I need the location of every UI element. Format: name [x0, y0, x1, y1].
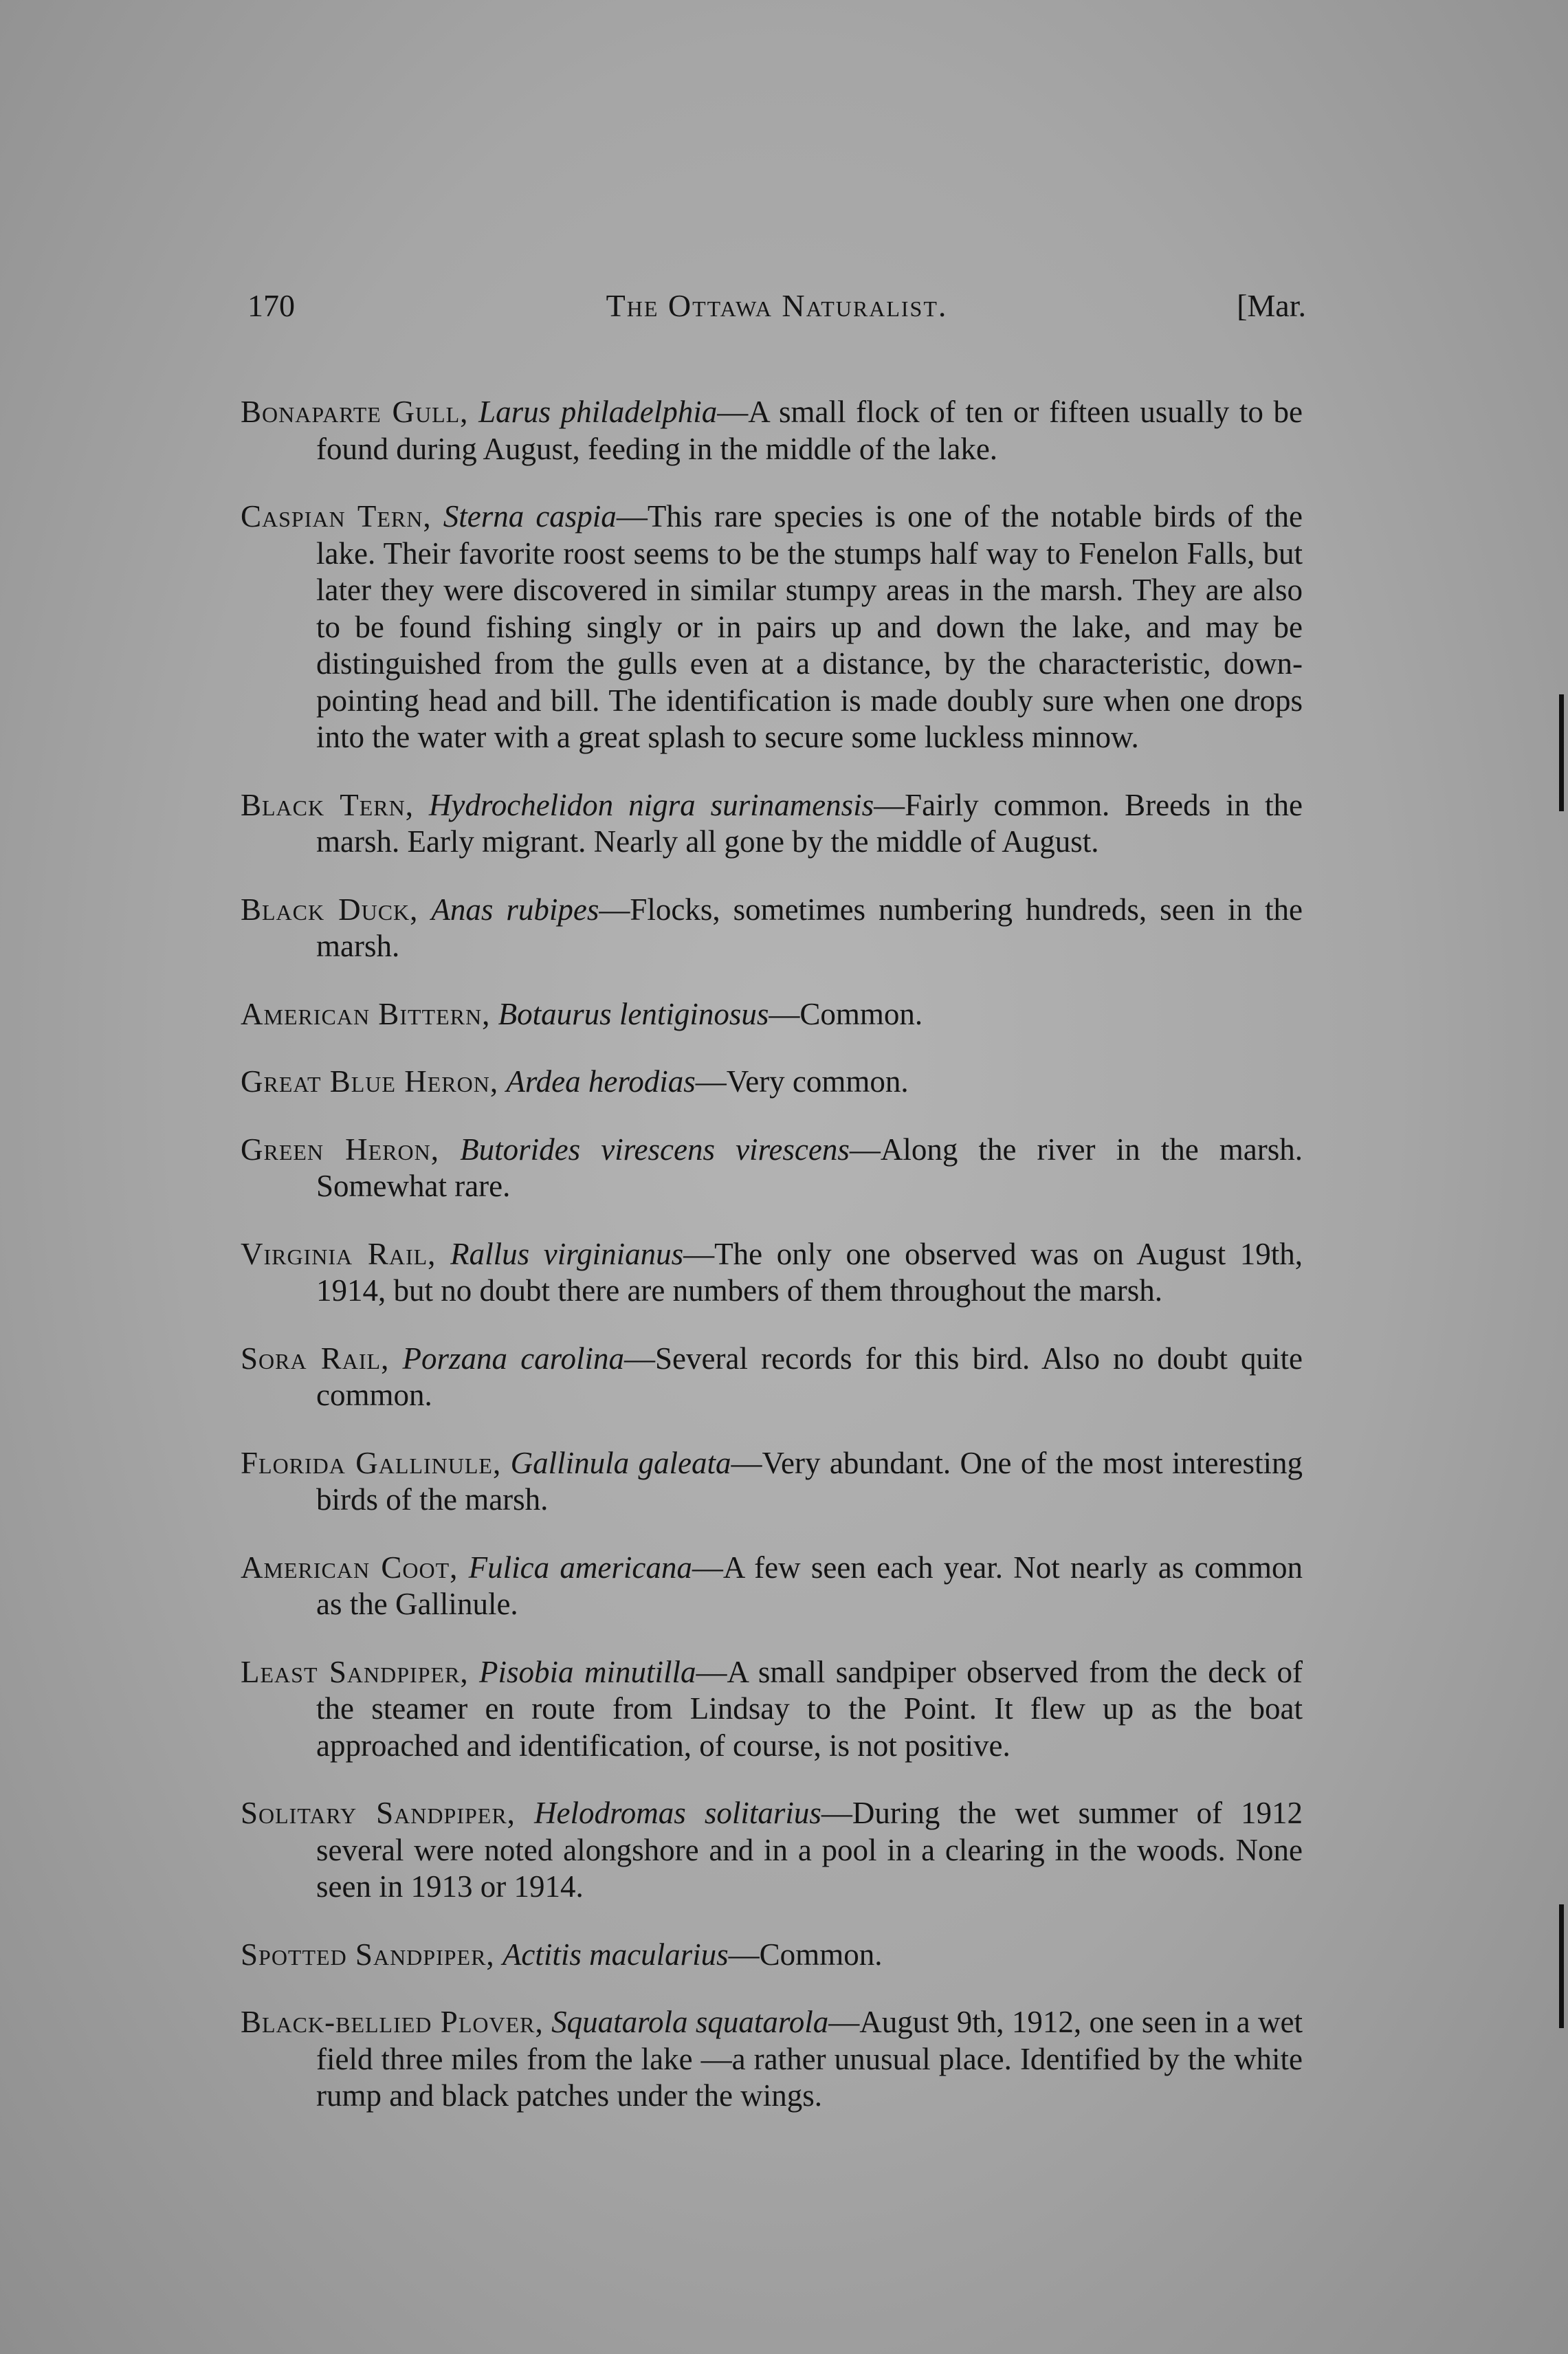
- page-number: 170: [247, 288, 295, 323]
- species-entry: [241, 2004, 1303, 2115]
- common-name: Least Sandpiper,: [241, 1654, 469, 1689]
- scientific-name: Actitis macularius: [502, 1937, 729, 1972]
- scientific-name: Squatarola squatarola: [551, 2005, 829, 2039]
- species-entry: [241, 1550, 1303, 1623]
- species-entry: [241, 1064, 1303, 1101]
- entry-text: —Common.: [769, 996, 923, 1031]
- scientific-name: Helodromas solitarius: [533, 1796, 821, 1830]
- common-name: Black Duck,: [241, 892, 419, 927]
- common-name: Caspian Tern,: [241, 499, 432, 534]
- scan-edge-mark: [1559, 1904, 1564, 2028]
- entry-text: —Several records for this bird. Also no doubt quite common.: [316, 1341, 1303, 1412]
- running-title: The Ottawa Naturalist.: [606, 288, 948, 323]
- common-name: Solitary Sandpiper,: [241, 1796, 516, 1830]
- entry-text: —Along the river in the marsh. Somewhat rare.: [316, 1132, 1303, 1203]
- common-name: American Coot,: [241, 1550, 459, 1585]
- scientific-name: Rallus virginianus: [450, 1236, 684, 1271]
- scan-edge-mark: [1559, 694, 1564, 811]
- entry-text: —Very abundant. One of the most interesting birds of the marsh.: [316, 1445, 1303, 1517]
- species-entry: [241, 1795, 1303, 1906]
- entry-text: —A small sandpiper observed from the deck of the steamer en route from Lindsay to the Point. It flew up as the boat approached and identification, of course, is not positive.: [316, 1654, 1303, 1763]
- entry-text: —Flocks, sometimes numbering hundreds, seen in the marsh.: [316, 892, 1303, 963]
- common-name: American Bittern,: [241, 996, 491, 1031]
- entry-text: —A few seen each year. Not nearly as common as the Gallinule.: [316, 1550, 1303, 1621]
- common-name: Great Blue Heron,: [241, 1064, 499, 1099]
- common-name: Virginia Rail,: [241, 1236, 437, 1271]
- scientific-name: Sterna caspia: [443, 499, 617, 534]
- common-name: Sora Rail,: [241, 1341, 390, 1376]
- common-name: Florida Gallinule,: [241, 1445, 502, 1480]
- entry-text: —Fairly common. Breeds in the marsh. Early migrant. Nearly all gone by the middle of August.: [316, 787, 1303, 859]
- scientific-name: Hydrochelidon nigra surinamensis: [428, 787, 874, 822]
- species-entry: [241, 787, 1303, 861]
- entry-text: —The only one observed was on August 19th, 1914, but no doubt there are numbers of them throughout the marsh.: [316, 1236, 1303, 1308]
- entry-text: —A small flock of ten or fifteen usually to be found during August, feeding in the middle of the lake.: [316, 395, 1303, 466]
- common-name: Black Tern,: [241, 787, 414, 822]
- species-entry: [241, 1341, 1303, 1414]
- scientific-name: Botaurus lentiginosus: [498, 996, 769, 1031]
- scientific-name: Fulica americana: [468, 1550, 692, 1585]
- entry-text: —August 9th, 1912, one seen in a wet field three miles from the lake —a rather unusual place. Identified by the white rump and black patches under the wings.: [316, 2005, 1303, 2113]
- scientific-name: Butorides virescens virescens: [460, 1132, 850, 1167]
- entry-text: —Common.: [728, 1937, 883, 1972]
- species-entry: [241, 892, 1303, 965]
- common-name: Green Heron,: [241, 1132, 440, 1167]
- species-entry: [241, 996, 1303, 1033]
- scientific-name: Pisobia minutilla: [479, 1654, 696, 1689]
- entry-text: —Very common.: [695, 1064, 909, 1099]
- scientific-name: Gallinula galeata: [510, 1445, 731, 1480]
- species-list: [241, 363, 1303, 2123]
- common-name: Black-bellied Plover,: [241, 2005, 544, 2039]
- species-entry: [241, 394, 1303, 468]
- species-entry: [241, 498, 1303, 756]
- species-entry: [241, 1937, 1303, 1974]
- common-name: Spotted Sandpiper,: [241, 1937, 495, 1972]
- species-entry: [241, 1236, 1303, 1310]
- page-header: [247, 287, 1306, 336]
- scientific-name: Anas rubipes: [431, 892, 599, 927]
- issue-month: [Mar.: [1237, 288, 1306, 323]
- scientific-name: Porzana carolina: [402, 1341, 625, 1376]
- scientific-name: Ardea herodias: [506, 1064, 696, 1099]
- species-entry: [241, 1445, 1303, 1519]
- species-entry: [241, 1654, 1303, 1765]
- common-name: Bonaparte Gull,: [241, 395, 469, 429]
- scientific-name: Larus philadelphia: [478, 395, 718, 429]
- species-entry: [241, 1132, 1303, 1205]
- entry-text: —This rare species is one of the notable birds of the lake. Their favorite roost seems to be the stumps half way to Fenelon Falls, but later they were discovered in similar stumpy areas in the marsh. They are also to be found fishing singly or in pairs up and down the lake, and may be distinguished from the gulls even at a distance, by the characteristic, down-pointing head and bill. The identification is made doubly sure when one drops into the water with a great splash to secure some luckless minnow.: [316, 499, 1303, 754]
- entry-text: —During the wet summer of 1912 several were noted alongshore and in a pool in a clearing in the woods. None seen in 1913 or 1914.: [316, 1796, 1303, 1904]
